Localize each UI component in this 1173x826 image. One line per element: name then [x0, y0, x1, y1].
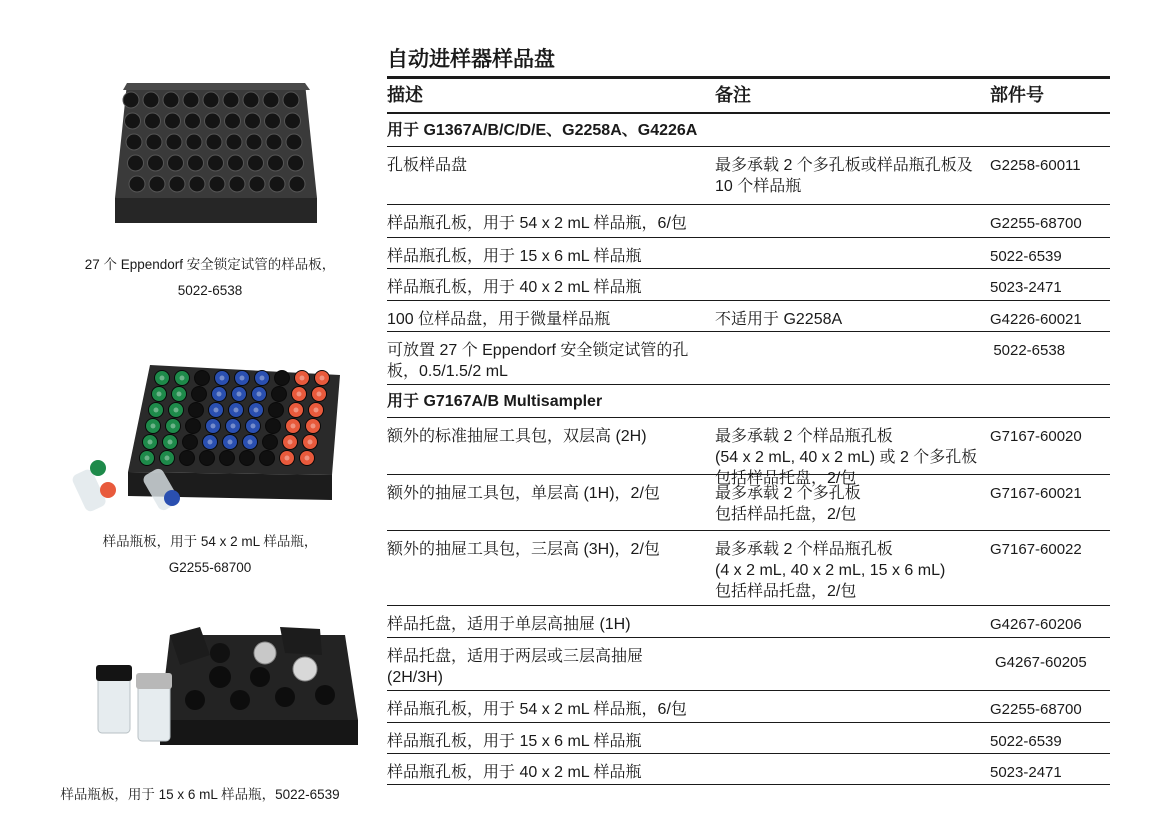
vial-tray-15-caption	[20, 782, 380, 808]
tray-well	[148, 155, 164, 171]
section-heading-label: 用于 G7167A/B Multisampler	[387, 392, 603, 410]
tray-well	[123, 92, 139, 108]
vial-cap	[275, 371, 290, 386]
vial-cap-septum	[251, 424, 256, 429]
vial-cap-septum	[257, 392, 262, 397]
vial-tray-15-image	[90, 625, 370, 755]
cell-part-number: G7167-60021	[990, 485, 1082, 502]
vial-cap	[220, 451, 235, 466]
table-row	[387, 269, 1110, 301]
vial-cap-septum	[234, 408, 239, 413]
tray-well	[208, 155, 224, 171]
vial-cap-septum	[168, 440, 173, 445]
tray-well	[188, 155, 204, 171]
tray-well	[206, 134, 222, 150]
table-row	[387, 205, 1110, 238]
vial-cap-septum	[217, 392, 222, 397]
tray-well	[226, 134, 242, 150]
table-row	[387, 475, 1110, 531]
vial-cap-septum	[288, 440, 293, 445]
tray-well	[246, 134, 262, 150]
vial-cap-septum	[160, 376, 165, 381]
vial-cap	[200, 451, 215, 466]
tray-well	[266, 134, 282, 150]
tray-well	[145, 113, 161, 129]
tray-well	[149, 176, 165, 192]
cell-description: 样品瓶孔板，用于 54 x 2 mL 样品瓶，6/包	[387, 215, 687, 232]
cell-part-number: G4267-60206	[990, 616, 1082, 633]
cell-description: 样品瓶孔板，用于 40 x 2 mL 样品瓶	[387, 764, 642, 781]
vial-cap-septum	[151, 424, 156, 429]
vial-cap-septum	[148, 440, 153, 445]
vial-cap-septum	[254, 408, 259, 413]
note-line: (4 x 2 mL, 40 x 2 mL, 15 x 6 mL)	[715, 562, 946, 579]
vial-cap	[269, 403, 284, 418]
table-row	[387, 301, 1110, 332]
caption-part-number: 5022-6538	[177, 283, 243, 298]
vial-cap-septum	[308, 440, 313, 445]
table-row	[387, 754, 1110, 785]
vial-tray-54-image	[70, 350, 370, 520]
cell-description: 孔板样品盘	[387, 157, 468, 174]
tray-well	[229, 176, 245, 192]
cell-part-number: 5022-6539	[990, 248, 1062, 265]
tray-well	[209, 176, 225, 192]
tray-well	[128, 155, 144, 171]
vial-cap	[192, 387, 207, 402]
cell-part-number: G4267-60205	[994, 653, 1087, 671]
vial-cap-septum	[180, 376, 185, 381]
cell-note	[715, 691, 990, 722]
vial-cap-septum	[317, 392, 322, 397]
sample-tray-table	[387, 44, 1110, 785]
cell-note	[715, 723, 990, 753]
vial-cap-septum	[145, 456, 150, 461]
tray-well	[163, 92, 179, 108]
tray-well	[263, 92, 279, 108]
tray-well	[186, 134, 202, 150]
note-line: 包括样品托盘，2/包	[715, 583, 857, 600]
cell-description: 额外的标准抽屉工具包，双层高 (2H)	[387, 428, 647, 445]
caption-line: 样品瓶板，用于 15 x 6 mL 样品瓶，5022-6539	[60, 787, 340, 802]
table-row	[387, 332, 1110, 385]
tray-well	[228, 155, 244, 171]
tray-well	[286, 134, 302, 150]
header-description: 描述	[387, 85, 423, 105]
cell-description: 样品瓶孔板，用于 40 x 2 mL 样品瓶	[387, 279, 642, 296]
tray-well	[248, 155, 264, 171]
vial-cap-septum	[285, 456, 290, 461]
cell-part-number: G4226-60021	[990, 311, 1082, 328]
tray-well	[268, 155, 284, 171]
vial-cap-septum	[300, 376, 305, 381]
tray-well	[245, 113, 261, 129]
tray-well	[203, 92, 219, 108]
vial-cap-septum	[208, 440, 213, 445]
cell-note	[715, 269, 990, 300]
cell-note	[715, 205, 990, 237]
vial-cap	[186, 419, 201, 434]
header-part-number: 部件号	[990, 85, 1044, 105]
cell-part-number: 5022-6539	[990, 733, 1062, 750]
tray-well	[189, 176, 205, 192]
tray-well	[283, 92, 299, 108]
vial-cap-septum	[174, 408, 179, 413]
header-note: 备注	[715, 85, 751, 105]
vial-cap	[263, 435, 278, 450]
cell-part-number: 5023-2471	[990, 279, 1062, 296]
tray-well	[169, 176, 185, 192]
cell-description: 可放置 27 个 Eppendorf 安全锁定试管的孔板，0.5/1.5/2 mL	[387, 342, 689, 380]
tray-well	[185, 113, 201, 129]
vial-cap-septum	[228, 440, 233, 445]
note-line: 最多承载 2 个样品瓶孔板	[715, 541, 893, 558]
vial-cap	[195, 371, 210, 386]
caption-part-number: G2255-68700	[168, 560, 252, 575]
cell-note	[731, 638, 995, 690]
tray-well	[243, 92, 259, 108]
tray-well	[265, 113, 281, 129]
vial-cap	[272, 387, 287, 402]
note-line: (54 x 2 mL, 40 x 2 mL) 或 2 个多孔板	[715, 449, 978, 466]
table-row	[387, 638, 1110, 691]
section-heading-label: 用于 G1367A/B/C/D/E、G2258A、G4226A	[387, 121, 698, 139]
table-row	[387, 723, 1110, 754]
tray-well	[126, 134, 142, 150]
cell-note	[726, 332, 993, 384]
table-row	[387, 147, 1110, 205]
cell-description: 样品瓶孔板，用于 54 x 2 mL 样品瓶，6/包	[387, 701, 687, 718]
tray-well	[289, 176, 305, 192]
tray-well	[285, 113, 301, 129]
section-heading	[387, 114, 1110, 147]
table-body	[387, 114, 1110, 785]
vial-cap-septum	[240, 376, 245, 381]
vial-cap-septum	[220, 376, 225, 381]
vial-cap-septum	[291, 424, 296, 429]
tray-well	[183, 92, 199, 108]
tray-well	[225, 113, 241, 129]
table-row	[387, 691, 1110, 723]
cell-part-number: G7167-60020	[990, 428, 1082, 445]
table-row	[387, 531, 1110, 606]
section-heading	[387, 385, 1110, 418]
vial-cap-septum	[211, 424, 216, 429]
cell-description: 样品瓶孔板，用于 15 x 6 mL 样品瓶	[387, 248, 642, 265]
cell-note	[715, 531, 990, 605]
vial-tray-54-caption	[40, 529, 380, 581]
tray-well	[166, 134, 182, 150]
vial-cap	[260, 451, 275, 466]
tray-well	[168, 155, 184, 171]
tray-well	[165, 113, 181, 129]
tray-well	[125, 113, 141, 129]
page-title: 自动进样器样品盘	[387, 48, 555, 71]
cell-note	[715, 754, 990, 784]
eppendorf-tube-tray-image	[105, 78, 325, 238]
tray-well	[269, 176, 285, 192]
vial-cap-septum	[294, 408, 299, 413]
tray-well	[205, 113, 221, 129]
tray-well	[143, 92, 159, 108]
cell-description: 100 位样品盘，用于微量样品瓶	[387, 311, 611, 328]
vial-cap-septum	[248, 440, 253, 445]
cell-note	[715, 606, 990, 637]
cell-note: 不适用于 G2258A	[715, 311, 843, 328]
table-header-row	[387, 79, 1110, 112]
cell-note	[715, 238, 990, 268]
cell-part-number: G2258-60011	[990, 157, 1081, 174]
vial-cap-septum	[314, 408, 319, 413]
tray-well	[223, 92, 239, 108]
table-row	[387, 238, 1110, 269]
caption-line: 样品瓶板，用于 54 x 2 mL 样品瓶，	[102, 534, 318, 549]
cell-note	[715, 418, 990, 487]
vial-cap-septum	[157, 392, 162, 397]
note-line: 最多承载 2 个多孔板	[715, 485, 861, 502]
vial-cap-septum	[214, 408, 219, 413]
cell-note	[715, 475, 990, 530]
vial-cap	[266, 419, 281, 434]
vial-cap-septum	[237, 392, 242, 397]
caption-line: 27 个 Eppendorf 安全锁定试管的样品板，	[84, 257, 336, 272]
cell-part-number: 5022-6538	[993, 342, 1066, 359]
vial-cap-septum	[305, 456, 310, 461]
product-images-column	[0, 0, 380, 826]
tray-well	[288, 155, 304, 171]
cell-description: 额外的抽屉工具包，三层高 (3H)，2/包	[387, 541, 660, 558]
vial-cap-septum	[320, 376, 325, 381]
vial-cap	[180, 451, 195, 466]
vial-cap-septum	[154, 408, 159, 413]
cell-note: 最多承载 2 个多孔板或样品瓶孔板及 10 个样品瓶	[715, 157, 973, 195]
note-line: 最多承载 2 个样品瓶孔板	[715, 428, 893, 445]
tray-well	[146, 134, 162, 150]
note-line: 包括样品托盘，2/包	[715, 506, 857, 523]
vial-cap	[183, 435, 198, 450]
vial-cap-septum	[231, 424, 236, 429]
table-row	[387, 606, 1110, 638]
cell-part-number: G7167-60022	[990, 541, 1082, 558]
cell-description: 额外的抽屉工具包，单层高 (1H)，2/包	[387, 485, 660, 502]
vial-cap	[189, 403, 204, 418]
cell-description: 样品托盘，适用于两层或三层高抽屉 (2H/3H)	[387, 648, 644, 686]
note-line: 包括样品托盘，2/包	[715, 470, 857, 487]
vial-cap-septum	[165, 456, 170, 461]
vial-cap-septum	[171, 424, 176, 429]
vial-cap-septum	[311, 424, 316, 429]
vial-cap-septum	[177, 392, 182, 397]
cell-description: 样品托盘，适用于单层高抽屉 (1H)	[387, 616, 631, 633]
vial-cap-septum	[260, 376, 265, 381]
cell-part-number: G2255-68700	[990, 701, 1082, 718]
cell-part-number: 5023-2471	[990, 764, 1062, 781]
vial-cap	[240, 451, 255, 466]
cell-description: 样品瓶孔板，用于 15 x 6 mL 样品瓶	[387, 733, 642, 750]
table-row	[387, 418, 1110, 487]
tray-well	[249, 176, 265, 192]
eppendorf-tray-caption	[40, 252, 380, 304]
vial-cap-septum	[297, 392, 302, 397]
cell-part-number: G2255-68700	[990, 215, 1082, 232]
tray-well	[129, 176, 145, 192]
